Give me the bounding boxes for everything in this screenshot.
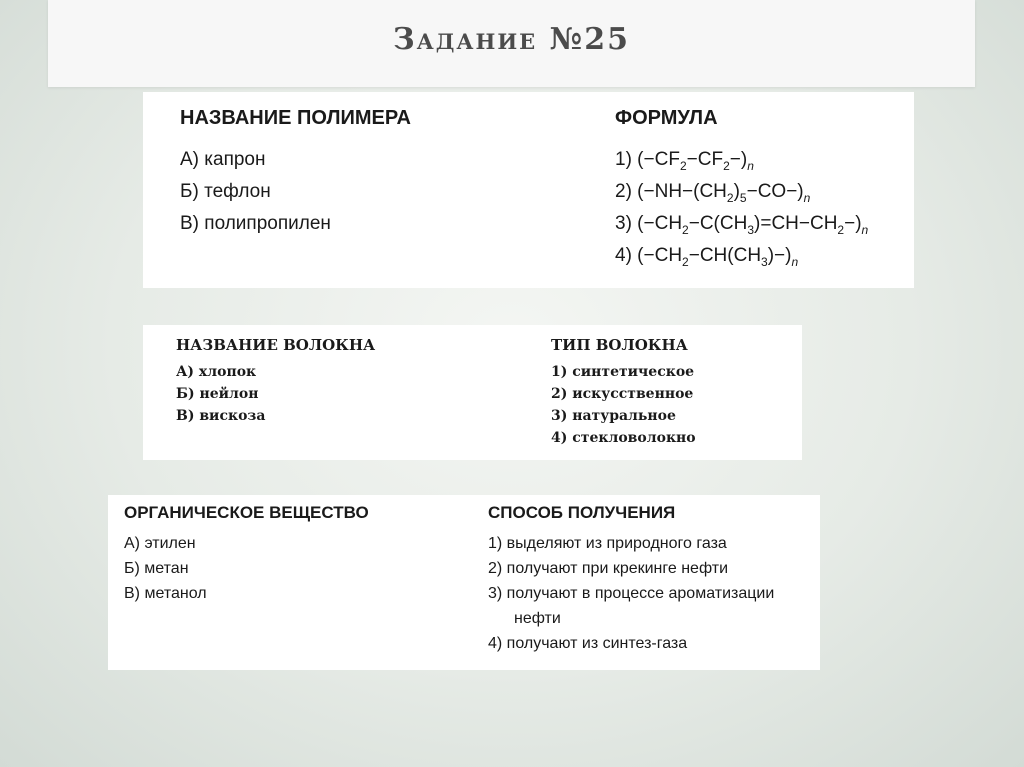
production-method-item: 2) получают при крекинге нефти [488, 560, 729, 577]
fiber-types-header: ТИП ВОЛОКНА [551, 336, 688, 354]
formula-text: −) [729, 149, 748, 170]
formula-text: 3) (−CH [615, 213, 683, 234]
substance-names-column [124, 503, 369, 606]
fiber-name-item: В) вискоза [176, 408, 266, 424]
formula-text: 4) (−CH [615, 245, 683, 266]
formula-text: −CF [686, 149, 724, 170]
fiber-task-panel [143, 325, 802, 460]
polymer-name-item: Б) тефлон [180, 181, 271, 202]
fiber-types-column [551, 336, 696, 449]
formula-item [615, 208, 868, 240]
fiber-type-item: 4) стекловолокно [551, 430, 696, 446]
fiber-name-item: Б) нейлон [176, 386, 259, 402]
fiber-names-header: НАЗВАНИЕ ВОЛОКНА [176, 336, 376, 354]
substance-name-item: А) этилен [124, 535, 196, 552]
fiber-names-column [176, 336, 375, 427]
fiber-type-item: 3) натуральное [551, 408, 676, 424]
substance-name-item: Б) метан [124, 560, 189, 577]
formula-subscript: 5 [739, 190, 747, 205]
formula-text: )=CH−CH [754, 213, 838, 234]
production-methods-column [488, 503, 774, 656]
formula-subscript: 2 [679, 158, 687, 173]
formula-subscript: n [861, 222, 869, 237]
production-method-item: 4) получают из синтез-газа [488, 635, 688, 652]
slide-title: Задание №25 [392, 22, 630, 57]
formula-header: ФОРМУЛА [615, 107, 718, 129]
formula-item [615, 240, 868, 272]
substance-names-header: ОРГАНИЧЕСКОЕ ВЕЩЕСТВО [124, 503, 369, 522]
formula-subscript: 2 [682, 254, 689, 269]
formula-text: −CO−) [746, 181, 804, 202]
polymer-name-item: А) капрон [180, 149, 266, 170]
formula-text: −) [844, 213, 862, 234]
fiber-name-item: А) хлопок [176, 364, 257, 380]
polymer-names-header: НАЗВАНИЕ ПОЛИМЕРА [180, 107, 411, 129]
formula-text: )−) [767, 245, 792, 266]
organic-task-panel [108, 495, 820, 670]
formula-item [615, 144, 868, 176]
slide-title-bar [48, 0, 975, 87]
polymer-names-column [180, 107, 411, 240]
polymer-task-panel [143, 92, 914, 288]
formula-subscript: 2 [726, 190, 734, 205]
formula-text: −C(CH [688, 213, 748, 234]
formula-subscript: 2 [837, 222, 845, 237]
polymer-name-item: В) полипропилен [180, 213, 331, 234]
formula-item [615, 176, 868, 208]
fiber-type-item: 1) синтетическое [551, 364, 695, 380]
production-method-item: 3) получают в процессе ароматизации [488, 585, 775, 602]
formula-text: −CH(CH [688, 245, 762, 266]
substance-name-item: В) метанол [124, 585, 207, 602]
formula-text: 2) (−NH−(CH [615, 181, 727, 202]
production-method-item: 1) выделяют из природного газа [488, 535, 727, 552]
production-method-item-continuation: нефти [514, 610, 561, 627]
formula-subscript: 3 [747, 222, 755, 237]
formula-text: 1) (−CF [615, 149, 680, 170]
formula-subscript: 3 [761, 254, 768, 269]
fiber-type-item: 2) искусственное [551, 386, 694, 402]
production-methods-header: СПОСОБ ПОЛУЧЕНИЯ [488, 503, 676, 522]
formula-subscript: n [747, 158, 754, 173]
formula-subscript: 2 [723, 158, 730, 173]
formula-column [615, 107, 868, 272]
formula-subscript: n [803, 190, 811, 205]
formula-subscript: n [791, 254, 799, 269]
formula-text: ) [733, 181, 740, 202]
formula-subscript: 2 [682, 222, 689, 237]
